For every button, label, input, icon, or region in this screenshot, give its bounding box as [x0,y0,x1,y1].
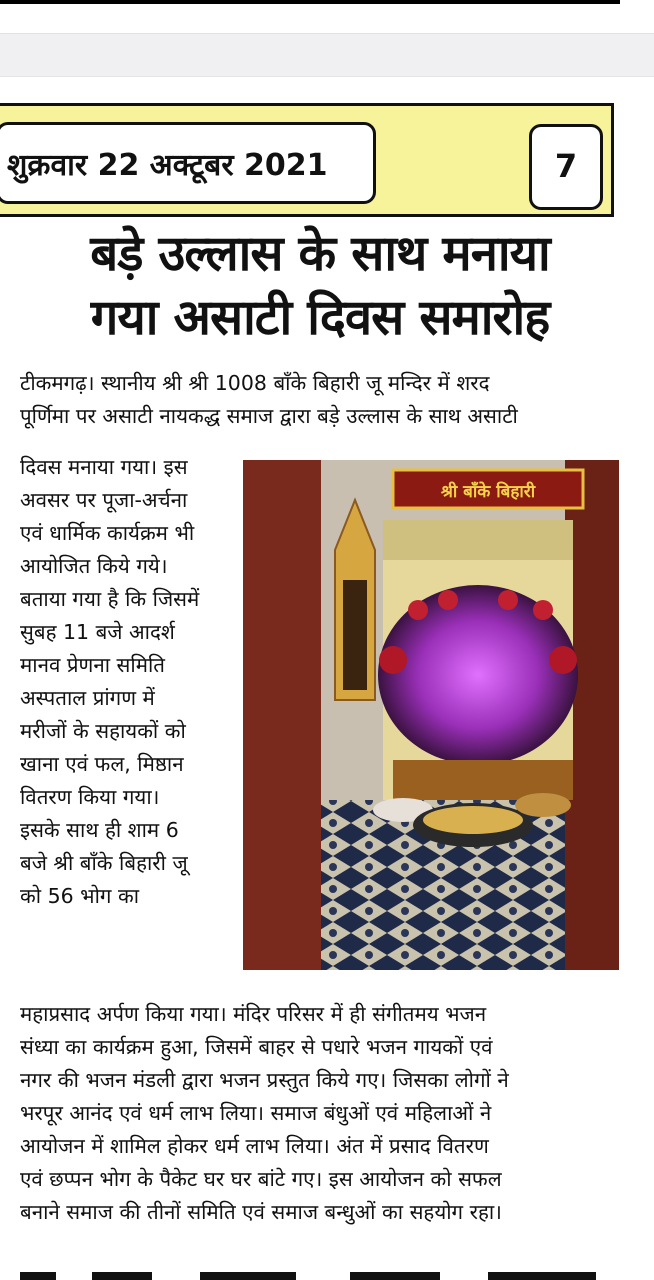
cut-off-next-headline [20,1266,620,1280]
article-line: बताया गया है कि जिसमें [20,587,200,611]
article-line: पूर्णिमा पर असाटी नायकद्ध समाज द्वारा बड़े उल्लास के साथ असाटी [20,404,518,428]
article-line: मरीजों के सहायकों को [20,719,186,743]
article-side-column [20,451,236,913]
article-line: एवं धार्मिक कार्यक्रम भी [20,521,195,545]
article-line: बनाने समाज की तीनों समिति एवं समाज बन्धुओं का सहयोग रहा। [20,1200,502,1224]
article-line: खाना एवं फल, मिष्ठान [20,752,184,776]
temple-photo-illustration [243,460,619,970]
page-number-box [529,124,603,210]
article-line: सुबह 11 बजे आदर्श [20,620,175,644]
article-line: संध्या का कार्यक्रम हुआ, जिसमें बाहर से पधारे भजन गायकों एवं [20,1035,493,1059]
article-line: आयोजित किये गये। [20,554,168,578]
article-line: टीकमगढ़। स्थानीय श्री श्री 1008 बाँके बिहारी जू मन्दिर में शरद [20,371,490,395]
article-intro [20,367,620,433]
article-line: भरपूर आनंद एवं धर्म लाभ लिया। समाज बंधुओं एवं महिलाओं ने [20,1101,492,1125]
article-line: वितरण किया गया। [20,785,160,809]
article-line: इसके साथ ही शाम 6 [20,818,179,842]
article-line: को 56 भोग का [20,884,140,908]
article-line: अवसर पर पूजा-अर्चना [20,488,188,512]
date-box [0,122,376,204]
door-left [243,460,321,970]
article-continuation [20,998,620,1229]
door-right [565,460,619,970]
date-text: शुक्रवार 22 अक्टूबर 2021 [7,148,328,183]
article-line: आयोजन में शामिल होकर धर्म लाभ लिया। अंत में प्रसाद वितरण [20,1134,489,1158]
article-line: अस्पताल प्रांगण में [20,686,155,710]
top-divider [0,0,620,4]
article-line: महाप्रसाद अर्पण किया गया। मंदिर परिसर में ही संगीतमय भजन [20,1002,487,1026]
headline-line-1: बड़े उल्लास के साथ मनाया [90,225,550,282]
toolbar-band [0,33,654,77]
headline [0,222,640,350]
article-line: नगर की भजन मंडली द्वारा भजन प्रस्तुत किये गए। जिसका लोगों ने [20,1068,509,1092]
article-line: बजे श्री बाँके बिहारी जू [20,851,188,875]
page-number: 7 [554,147,578,185]
page-header [0,103,614,217]
headline-line-2: गया असाटी दिवस समारोह [90,289,550,346]
temple-sign: श्री बाँके बिहारी [440,482,536,502]
article-line: दिवस मनाया गया। इस [20,455,188,479]
article-line: मानव प्रेणना समिति [20,653,165,677]
article-line: एवं छप्पन भोग के पैकेट घर घर बांटे गए। इस आयोजन को सफल [20,1167,502,1191]
temple-photo [243,460,619,970]
